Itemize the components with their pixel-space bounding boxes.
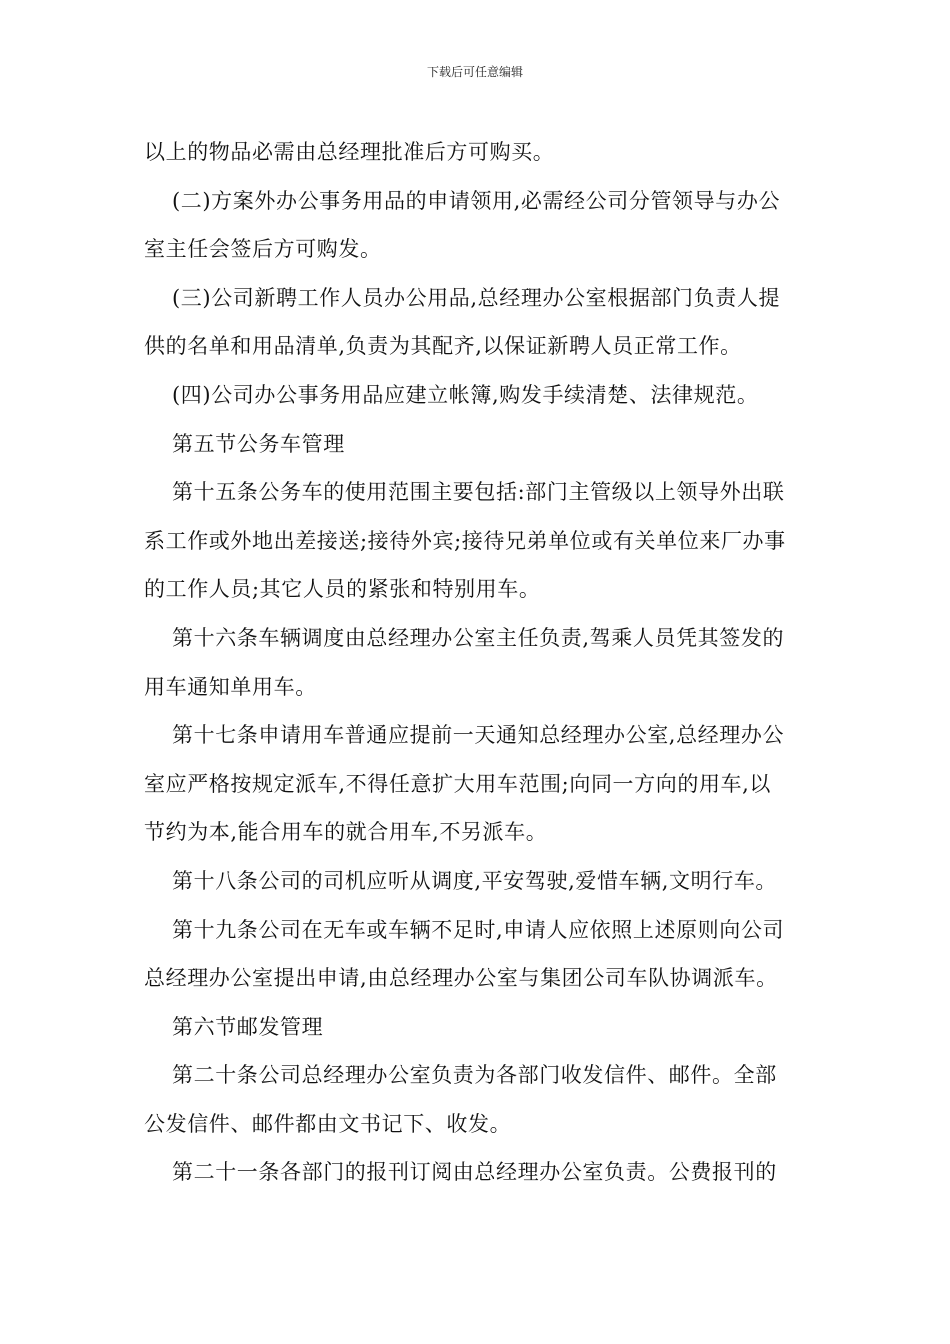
document-body [144,128,806,1197]
text-line: 节约为本,能合用车的就合用车,不另派车。 [144,820,548,845]
text-line: 总经理办公室提出申请,由总经理办公室与集团公司车队协调派车。 [144,966,778,991]
text-line: 室主任会签后方可购发。 [144,237,382,262]
text-line: (二)方案外办公事务用品的申请领用,必需经公司分管领导与办公 [172,188,781,213]
text-line: (四)公司办公事务用品应建立帐簿,购发手续清楚、法律规范。 [172,382,759,407]
text-line: 的工作人员;其它人员的紧张和特别用车。 [144,577,541,602]
page-header: 下载后可任意编辑 [426,65,523,79]
text-line: 供的名单和用品清单,负责为其配齐,以保证新聘人员正常工作。 [144,334,742,359]
text-line: 第十九条公司在无车或车辆不足时,申请人应依照上述原则向公司 [172,917,785,942]
text-line: 第二十一条各部门的报刊订阅由总经理办公室负责。公费报刊的 [172,1160,777,1185]
section-heading: 第五节公务车管理 [172,431,345,456]
text-line: 第十六条车辆调度由总经理办公室主任负责,驾乘人员凭其签发的 [172,625,785,650]
text-line: (三)公司新聘工作人员办公用品,总经理办公室根据部门负责人提 [172,285,781,310]
text-line: 第十五条公务车的使用范围主要包括:部门主管级以上领导外出联 [172,480,785,505]
text-line: 第二十条公司总经理办公室负责为各部门收发信件、邮件。全部 [172,1063,777,1088]
text-line: 第十七条申请用车普通应提前一天通知总经理办公室,总经理办公 [172,723,785,748]
text-line: 室应严格按规定派车,不得任意扩大用车范围;向同一方向的用车,以 [144,771,772,796]
text-line: 系工作或外地出差接送;接待外宾;接待兄弟单位或有关单位来厂办事 [144,528,786,553]
section-heading: 第六节邮发管理 [172,1014,324,1039]
text-line: 第十八条公司的司机应听从调度,平安驾驶,爱惜车辆,文明行车。 [172,868,778,893]
text-line: 以上的物品必需由总经理批准后方可购买。 [144,140,555,164]
text-line: 公发信件、邮件都由文书记下、收发。 [144,1111,512,1136]
text-line: 用车通知单用车。 [144,674,317,699]
